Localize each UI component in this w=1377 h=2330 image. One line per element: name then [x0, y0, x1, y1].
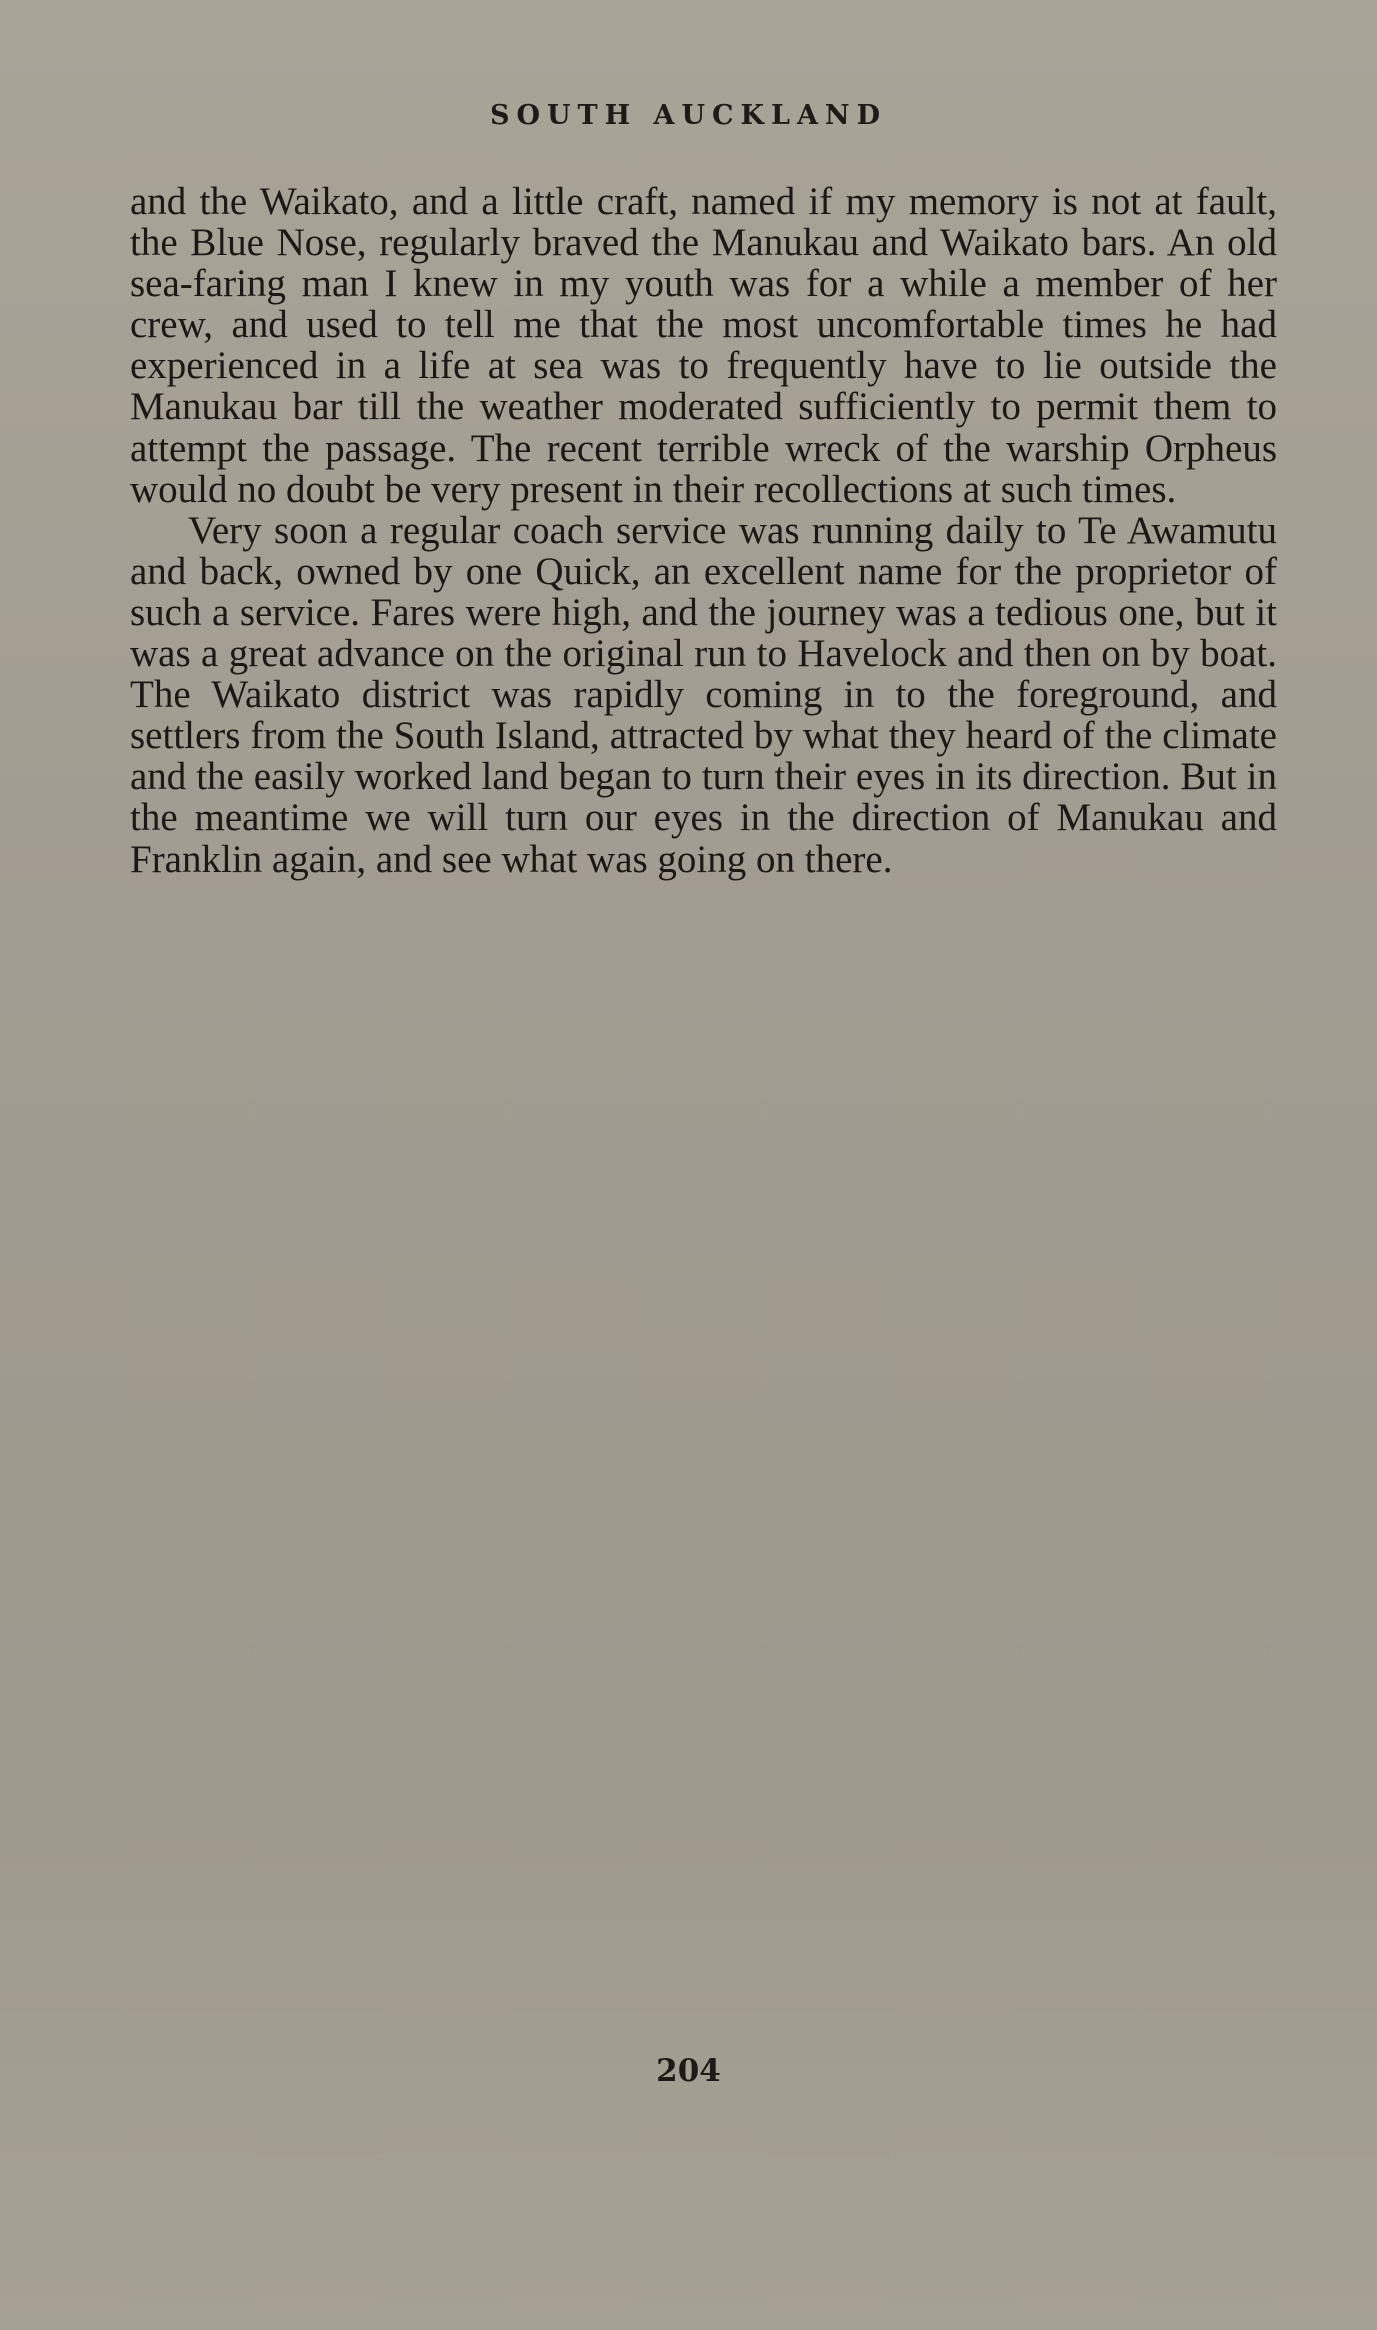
page-number: 204	[656, 2053, 721, 2089]
body-text	[130, 181, 1277, 880]
paragraph-continued: and the Waikato, and a little craft, named if my memory is not at fault, the Blue Nose, regularly braved the Manukau and Waikato bars. An old sea-faring man I knew in my youth was for a while a member of her crew, and used to tell me that the most uncomfortable times he had experienced in a life at sea was to frequently have to lie outside the Manukau bar till the weather moderated sufficiently to permit them to attempt the passage. The recent terrible wreck of the warship Orpheus would no doubt be very present in their recollections at such times.	[130, 180, 1277, 511]
paragraph: Very soon a regular coach service was running daily to Te Awamutu and back, owned by one Quick, an excellent name for the proprietor of such a service. Fares were high, and the journey was a tedious one, but it was a great advance on the original run to Havelock and then on by boat. The Waikato district was rapidly coming in to the foreground, and settlers from the South Island, attracted by what they heard of the climate and the easily worked land began to turn their eyes in its direction. But in the meantime we will turn our eyes in the direction of Manukau and Franklin again, and see what was going on there.	[130, 508, 1277, 881]
running-head: SOUTH AUCKLAND	[489, 100, 888, 131]
